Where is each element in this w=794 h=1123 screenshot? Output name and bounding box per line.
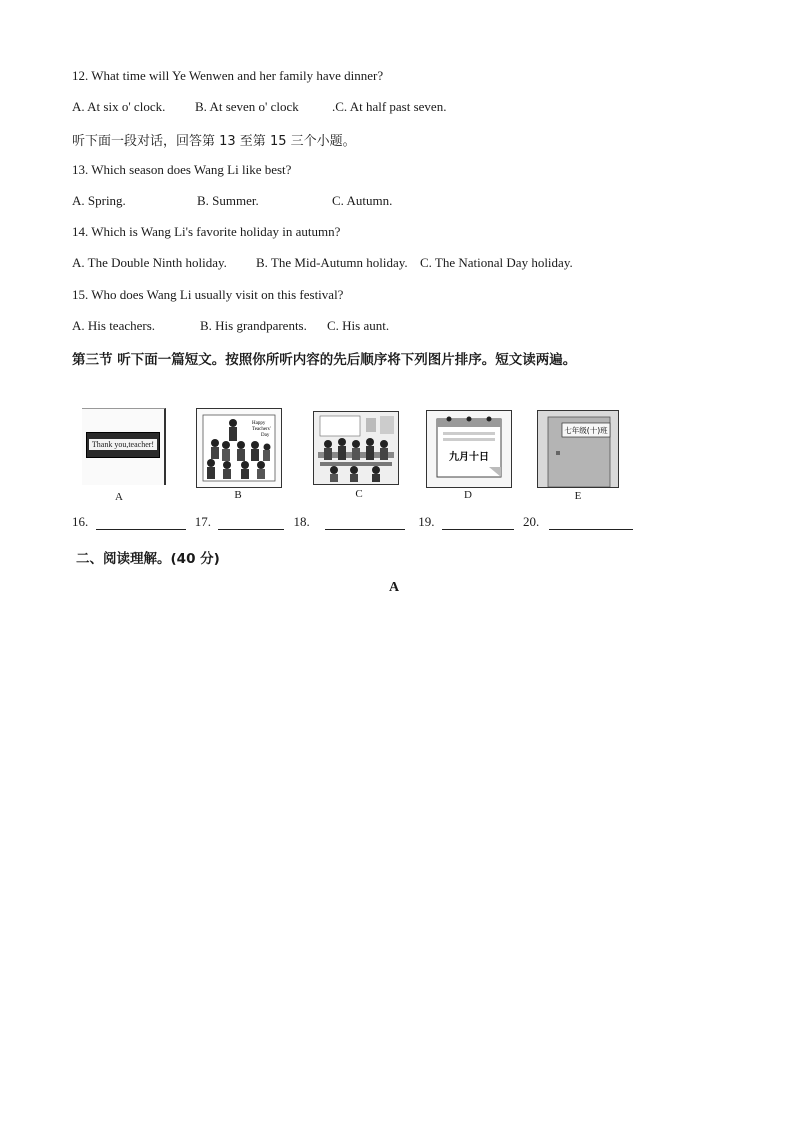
q13-option-a: A. Spring. (72, 193, 126, 208)
blank-19-input[interactable] (442, 515, 514, 530)
picture-b-label: B (234, 489, 242, 501)
picture-c-label: C (355, 488, 363, 500)
thank-you-text: Thank you,teacher! (89, 439, 157, 450)
teachers-day-illustration (197, 409, 281, 487)
section-3-heading: 第三节 听下面一篇短文。按照你所听内容的先后顺序将下列图片排序。短文读两遍。 (72, 352, 577, 368)
blank-17-number: 17. (194, 514, 211, 529)
q15-option-c: C. His aunt. (327, 318, 390, 333)
blank-17-input[interactable] (218, 515, 284, 530)
greeting-line-2: Teachers' (252, 427, 271, 432)
blank-18-input[interactable] (325, 515, 405, 530)
q15-option-a: A. His teachers. (72, 318, 156, 333)
blank-20-input[interactable] (549, 515, 633, 530)
picture-b (196, 408, 282, 488)
q13-option-b: B. Summer. (197, 193, 259, 208)
picture-e (537, 410, 619, 488)
question-15: 15. Who does Wang Li usually visit on this festival? (72, 287, 344, 302)
picture-a-label: A (115, 491, 123, 503)
picture-d (426, 410, 512, 488)
thank-you-sign (86, 432, 160, 458)
picture-a (82, 408, 166, 485)
classroom-door-illustration (538, 411, 618, 487)
q15-option-b: B. His grandparents. (200, 318, 307, 333)
q14-option-b: B. The Mid-Autumn holiday. (256, 255, 408, 270)
class-sign-text: 七年级(十)班 (564, 426, 608, 435)
answer-blanks-row (72, 514, 633, 530)
picture-e-label: E (574, 490, 582, 502)
question-14: 14. Which is Wang Li's favorite holiday in autumn? (72, 224, 341, 239)
question-12: 12. What time will Ye Wenwen and her family have dinner? (72, 68, 384, 83)
blank-16-number: 16. (72, 514, 89, 529)
blank-20-number: 20. (523, 514, 540, 529)
blank-18-number: 18. (293, 514, 310, 529)
instruction-13-15: 听下面一段对话，回答第 13 至第 15 三个小题。 (72, 134, 356, 149)
q14-option-a: A. The Double Ninth holiday. (72, 255, 227, 270)
q12-option-c: .C. At half past seven. (332, 99, 447, 114)
q12-option-b: B. At seven o' clock (195, 99, 299, 114)
blank-16-input[interactable] (96, 515, 186, 530)
calendar-illustration (427, 411, 511, 487)
section-2-heading: 二、阅读理解。(40 分) (76, 551, 220, 567)
greeting-line-3: Day (261, 433, 270, 438)
blank-19-number: 19. (418, 514, 435, 529)
q14-option-c: C. The National Day holiday. (420, 255, 573, 270)
classroom-illustration (314, 412, 398, 484)
greeting-line-1: Happy (252, 421, 266, 426)
calendar-date: 九月十日 (449, 452, 489, 463)
q13-option-c: C. Autumn. (332, 193, 393, 208)
picture-c (313, 411, 399, 485)
passage-a-label: A (389, 580, 400, 595)
q12-option-a: A. At six o' clock. (72, 99, 166, 114)
picture-d-label: D (464, 489, 472, 501)
question-13: 13. Which season does Wang Li like best? (72, 162, 292, 177)
